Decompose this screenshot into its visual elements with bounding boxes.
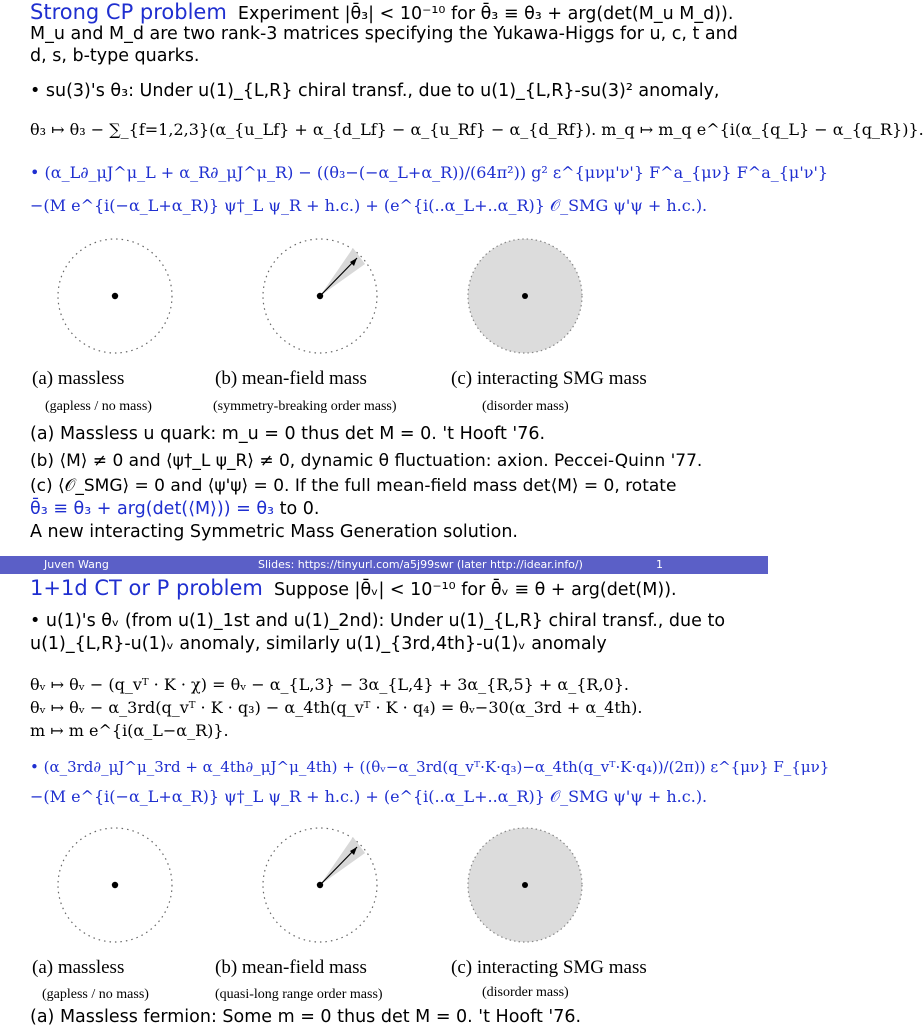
slide2-bullet1-line2: u(1)_{L,R}-u(1)ᵥ anomaly, similarly u(1)_{3rd,4th}-u(1)ᵥ anomaly (30, 634, 607, 654)
slide2-eq2: θᵥ ↦ θᵥ − α_3rd(q_vᵀ · K · q₃) − α_4th(q_vᵀ · K · q₄) = θᵥ−30(α_3rd + α_4th). (30, 698, 643, 717)
slide2-subcaption-a: (gapless / no mass) (42, 987, 149, 1002)
slide1-note-blue-tail: to 0. (279, 499, 320, 519)
slide2-caption-a: (a) massless (32, 957, 125, 978)
slide1-note-a: (a) Massless u quark: m_u = 0 thus det M = 0. 't Hooft '76. (30, 424, 546, 444)
slide2-eq1: θᵥ ↦ θᵥ − (q_vᵀ · K · χ) = θᵥ − α_{L,3} − 3α_{L,4} + 3α_{R,5} + α_{R,0}. (30, 675, 629, 694)
slide1-subcaption-c: (disorder mass) (482, 399, 569, 414)
slide2-bullet2-line1: • (α_3rd∂_μJ^μ_3rd + α_4th∂_μJ^μ_4th) + ((θᵥ−α_3rd(q_vᵀ·K·q₃)−α_4th(q_vᵀ·K·q₄))/(2π)) ε^{μν} F_{μν} (30, 758, 830, 776)
slide2-bullet1-line1: • u(1)'s θᵥ (from u(1)_1st and u(1)_2nd): Under u(1)_{L,R} chiral transf., due to (30, 611, 726, 631)
slide1-bullet2-line1: • (α_L∂_μJ^μ_L + α_R∂_μJ^μ_R) − ((θ₃−(−α_L+α_R))/(64π²)) g² ε^{μνμ'ν'} F^a_{μν} F^a_{μ'ν'} (30, 163, 829, 182)
slide2-title-rest: Suppose |θ̄ᵥ| < 10⁻¹⁰ for θ̄ᵥ ≡ θ + arg(det(M)). (273, 580, 677, 600)
slide1-caption-a: (a) massless (32, 368, 125, 389)
slide1-title: Strong CP problem (30, 0, 227, 24)
slide2-diagram-massless (50, 827, 180, 947)
slide2-subcaption-b: (quasi-long range order mass) (215, 987, 383, 1002)
slide2-bullet2-line2: −(M e^{i(−α_L+α_R)} ψ†_L ψ_R + h.c.) + (e^{i(..α_L+..α_R)} 𝒪_SMG ψ'ψ + h.c.). (30, 787, 708, 806)
footer-page-number: 1 (656, 558, 663, 571)
footer-author: Juven Wang (44, 558, 109, 571)
slide1-diagram-massless (50, 238, 180, 358)
slide1-line2: M_u and M_d are two rank-3 matrices specifying the Yukawa-Higgs for u, c, t and (30, 24, 738, 44)
slide1-subcaption-b: (symmetry-breaking order mass) (213, 399, 397, 414)
slide1-bullet2-line2: −(M e^{i(−α_L+α_R)} ψ†_L ψ_R + h.c.) + (e^{i(..α_L+..α_R)} 𝒪_SMG ψ'ψ + h.c.). (30, 196, 708, 215)
slide1-diagram-mean-field (255, 238, 385, 358)
slide1-note-blue: θ̄₃ ≡ θ₃ + arg(det(⟨M⟩)) = θ₃ (30, 499, 275, 519)
slide1-subcaption-a: (gapless / no mass) (45, 399, 152, 414)
slide1-eq1: θ₃ ↦ θ₃ − ∑_{f=1,2,3}(α_{u_Lf} + α_{d_Lf} − α_{u_Rf} − α_{d_Rf}). m_q ↦ m_q e^{i(α_{q_L} − α_{q_R})}. (30, 120, 924, 139)
slide1-caption-c: (c) interacting SMG mass (451, 368, 647, 389)
slide1-note-c: (c) ⟨𝒪_SMG⟩ = 0 and ⟨ψ'ψ⟩ = 0. If the full mean-field mass det⟨M⟩ = 0, rotate (30, 476, 677, 496)
slide2-note-a: (a) Massless fermion: Some m = 0 thus det M = 0. 't Hooft '76. (30, 1007, 582, 1027)
slide1-last-line: A new interacting Symmetric Mass Generation solution. (30, 522, 518, 542)
slide1-note-blue-line (30, 499, 319, 519)
slide1-title-line (30, 0, 733, 24)
slide-footer-bar (0, 556, 768, 574)
slide1-note-b: (b) ⟨M⟩ ≠ 0 and ⟨ψ†_L ψ_R⟩ ≠ 0, dynamic θ fluctuation: axion. Peccei-Quinn '77. (30, 451, 703, 471)
slide2-subcaption-c: (disorder mass) (482, 985, 569, 1000)
footer-slides-link[interactable]: Slides: https://tinyurl.com/a5j99swr (later http://idear.info/) (258, 558, 583, 571)
slide1-title-rest: Experiment |θ̄₃| < 10⁻¹⁰ for θ̄₃ ≡ θ₃ + arg(det(M_u M_d)). (237, 4, 734, 24)
slide2-title-line (30, 576, 677, 600)
slide2-title: 1+1d CT or P problem (30, 576, 263, 600)
slide2-diagram-smg (460, 827, 590, 947)
slide2-caption-c: (c) interacting SMG mass (451, 957, 647, 978)
slide2-eq3: m ↦ m e^{i(α_L−α_R)}. (30, 721, 229, 740)
slide1-line3: d, s, b-type quarks. (30, 46, 200, 66)
slide2-diagram-mean-field (255, 827, 385, 947)
slide1-diagram-smg (460, 238, 590, 358)
slide1-bullet1: • su(3)'s θ₃: Under u(1)_{L,R} chiral transf., due to u(1)_{L,R}-su(3)² anomaly, (30, 81, 720, 101)
slide2-caption-b: (b) mean-field mass (215, 957, 367, 978)
slide1-caption-b: (b) mean-field mass (215, 368, 367, 389)
